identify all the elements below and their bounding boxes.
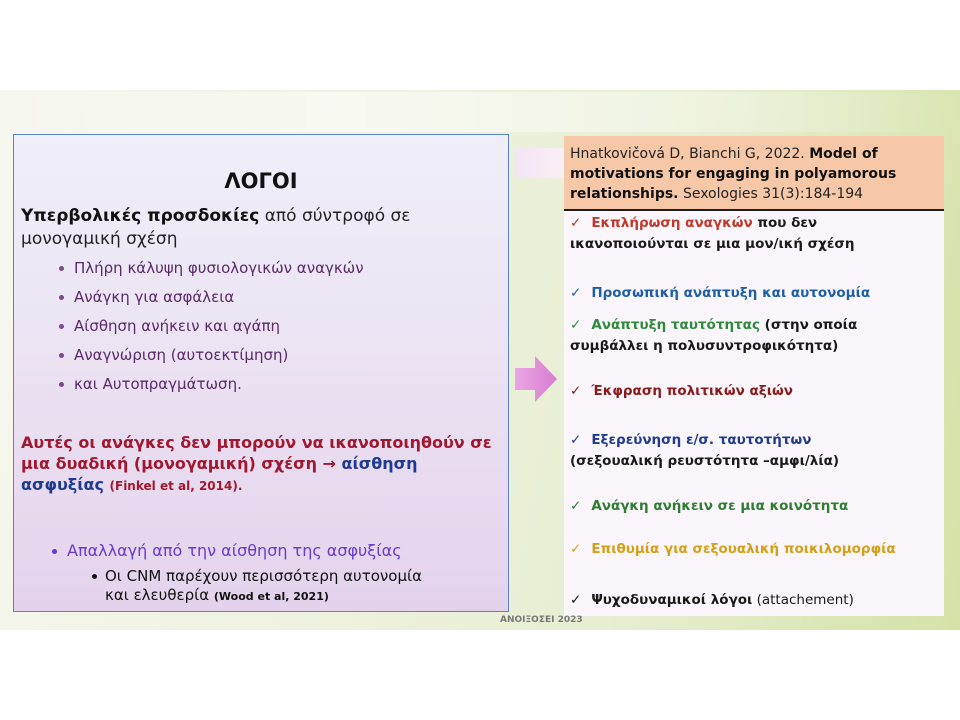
source-authors: Hnatkovičová D, Bianchi G, 2022. [570, 146, 805, 162]
suffocation-word-2: ασφυξίας [21, 475, 104, 494]
motivation-detail: (σεξουαλική ρευστότητα –αμφι/λία) [570, 453, 840, 469]
motivation-item [570, 496, 848, 517]
motivation-label: Έκφραση πολιτικών αξιών [591, 383, 793, 399]
motivation-label: Ανάγκη ανήκειν σε μια κοινότητα [591, 498, 849, 514]
panel-title: ΛΟΓΟΙ [224, 169, 298, 193]
motivation-item [570, 430, 839, 472]
intro-bold: Υπερβολικές προσδοκίες [21, 206, 260, 226]
check-icon: ✓ [570, 592, 582, 608]
check-icon: ✓ [570, 215, 582, 231]
check-icon: ✓ [570, 317, 582, 333]
needs-line2: μια δυαδική (μονογαμική) σχέση [21, 454, 317, 473]
motivation-item [570, 315, 857, 357]
motivation-detail: που δεν [752, 215, 818, 231]
bullet-text: Ανάγκη για ασφάλεια [74, 288, 235, 306]
bullet-item [59, 288, 234, 306]
motivation-item [570, 283, 870, 304]
suffocation-word: αίσθηση [341, 454, 418, 473]
needs-statement [21, 432, 492, 497]
relief-text: Απαλλαγή από την αίσθηση της ασφυξίας [67, 541, 402, 560]
bullet-dot [59, 382, 64, 387]
check-icon: ✓ [570, 383, 582, 399]
source-journal: Sexologies 31(3):184-194 [682, 186, 864, 202]
motivation-detail: (attachement) [752, 592, 854, 608]
motivation-item [570, 539, 896, 560]
panel-connector [515, 148, 567, 178]
motivation-label: Ψυχοδυναμικοί λόγοι [591, 592, 753, 608]
bullet-text: Αίσθηση ανήκειν και αγάπη [74, 317, 281, 335]
source-header [564, 136, 944, 211]
intro-text [21, 205, 410, 251]
needs-line1: Αυτές οι ανάγκες δεν μπορούν να ικανοποιηθούν σε [21, 433, 492, 452]
reasons-panel [13, 134, 509, 612]
motivation-label: Προσωπική ανάπτυξη και αυτονομία [591, 285, 871, 301]
motivation-label: Ανάπτυξη ταυτότητας [591, 317, 760, 333]
right-arrow-icon: → [322, 454, 336, 473]
bullet-dot [92, 574, 97, 579]
bullet-item [59, 346, 288, 364]
motivation-label: Εκπλήρωση αναγκών [591, 215, 753, 231]
source-title-part1: Model of [809, 146, 878, 162]
check-icon: ✓ [570, 432, 582, 448]
motivation-item [570, 590, 854, 611]
intro-rest: από σύντροφό σε [259, 206, 411, 226]
cnm-line1: Οι CNM παρέχουν περισσότερη αυτονομία [105, 567, 422, 585]
motivation-item [570, 381, 793, 402]
bullet-item [59, 259, 364, 277]
motivation-item [570, 213, 855, 255]
bullet-item [59, 375, 242, 393]
bullet-dot [59, 353, 64, 358]
citation: (Finkel et al, 2014). [109, 479, 243, 493]
motivation-detail: (στην οποία [759, 317, 858, 333]
relief-bullet [52, 541, 402, 560]
bullet-text: Αναγνώριση (αυτοεκτίμηση) [74, 346, 289, 364]
bullet-text: Πλήρη κάλυψη φυσιολογικών αναγκών [74, 259, 364, 277]
bullet-text: και Αυτοπραγμάτωση. [74, 375, 242, 393]
citation: (Wood et al, 2021) [213, 590, 329, 603]
bullet-dot [59, 295, 64, 300]
source-title-part3: relationships. [570, 186, 679, 202]
check-icon: ✓ [570, 498, 582, 514]
source-title-part2: motivations for engaging in polyamorous [570, 166, 897, 182]
bullet-dot [59, 266, 64, 271]
check-icon: ✓ [570, 285, 582, 301]
motivations-list [564, 211, 944, 616]
bullet-item [59, 317, 280, 335]
cnm-bullet [92, 567, 422, 606]
motivation-detail: ικανοποιούνται σε μια μον/ική σχέση [570, 236, 855, 252]
footer-text: ΑΝΟΙΞΟΣΕΙ 2023 [500, 615, 583, 625]
background-highlight [0, 92, 960, 132]
motivation-detail: συμβάλλει η πολυσυντροφικότητα) [570, 338, 839, 354]
bullet-dot [52, 549, 57, 554]
right-arrow-icon [513, 354, 559, 404]
motivation-label: Εξερεύνηση ε/σ. ταυτοτήτων [591, 432, 812, 448]
motivation-label: Επιθυμία για σεξουαλική ποικιλομορφία [591, 541, 896, 557]
check-icon: ✓ [570, 541, 582, 557]
cnm-line2: και ελευθερία [105, 586, 210, 604]
bullet-dot [59, 324, 64, 329]
intro-line2: μονογαμική σχέση [21, 229, 178, 249]
